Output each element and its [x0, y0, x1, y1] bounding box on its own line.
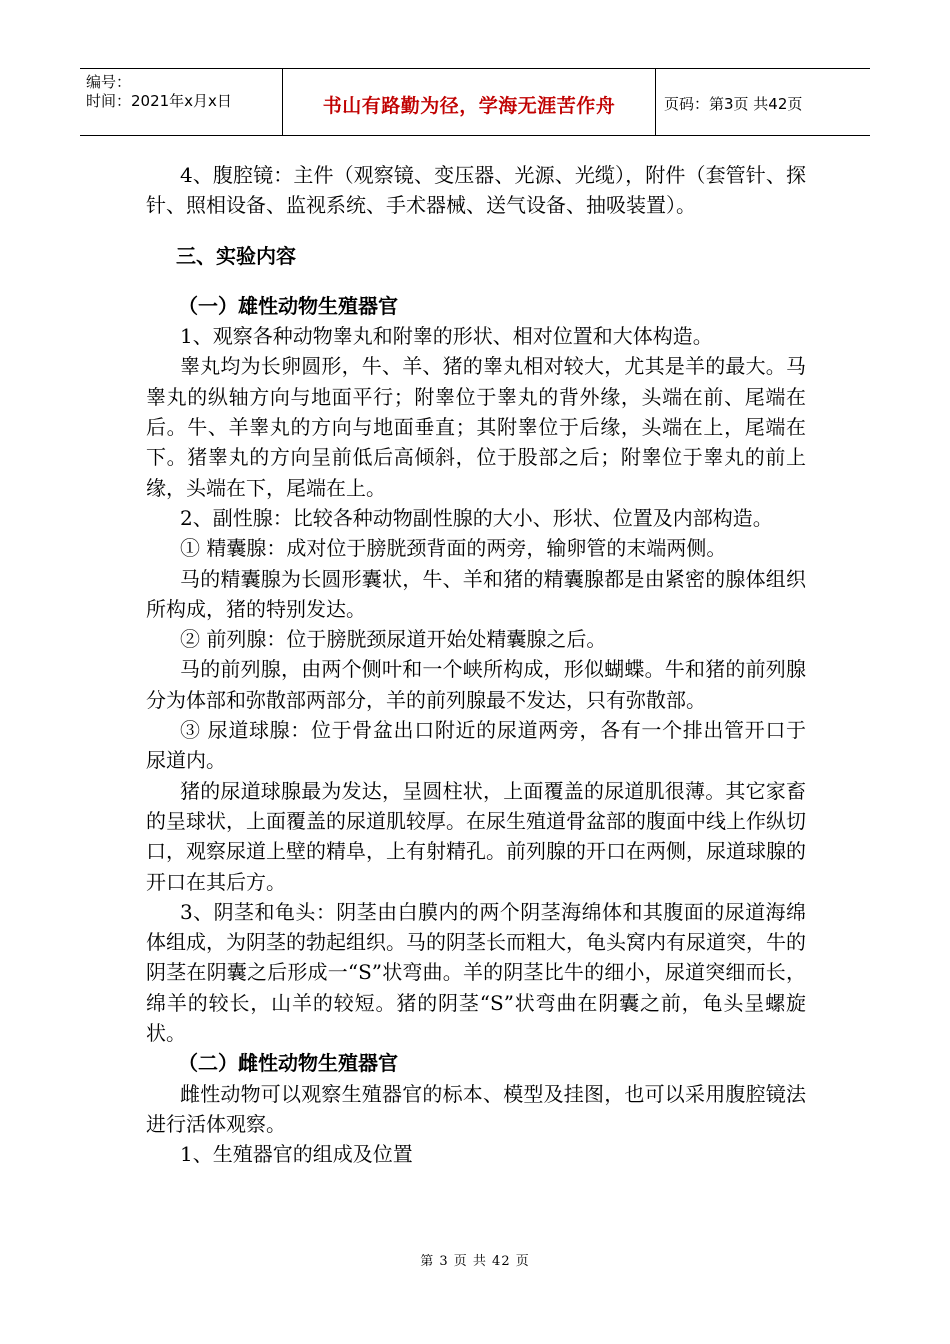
subsection-heading-male: （一）雄性动物生殖器官 — [178, 293, 398, 318]
subsection-heading-female: （二）雌性动物生殖器官 — [178, 1051, 398, 1076]
paragraph: 3、阴茎和龟头：阴茎由白膜内的两个阴茎海绵体和其腹面的尿道海绵体组成，为阴茎的勃起组织。马的阴茎长而粗大，龟头窝内有尿道突，牛的阴茎在阴囊之后形成一“S”状弯曲。羊的阴茎比牛的细小，尿道突细而长，绵羊的较长，山羊的较短。猪的阴茎“S”状弯曲在阴囊之前，龟头呈螺旋状。 — [146, 899, 806, 1046]
paragraph: 猪的尿道球腺最为发达，呈圆柱状，上面覆盖的尿道肌很薄。其它家畜的呈球状，上面覆盖的尿道肌较厚。在尿生殖道骨盆部的腹面中线上作纵切口，观察尿道上壁的精阜，上有射精孔。前列腺的开口在两侧，尿道球腺的开口在其后方。 — [146, 778, 806, 894]
paragraph: 1、观察各种动物睾丸和附睾的形状、相对位置和大体构造。 — [180, 324, 713, 349]
paragraph: ① 精囊腺：成对位于膀胱颈背面的两旁，输卵管的末端两侧。 — [180, 536, 727, 561]
paragraph: 马的前列腺，由两个侧叶和一个峡所构成，形似蝴蝶。牛和猪的前列腺分为体部和弥散部两部分，羊的前列腺最不发达，只有弥散部。 — [146, 657, 806, 712]
document-body — [146, 160, 806, 1170]
paragraph: 1、生殖器官的组成及位置 — [180, 1142, 413, 1167]
paragraph: ② 前列腺：位于膀胱颈尿道开始处精囊腺之后。 — [180, 627, 607, 652]
header-page-info: 页码：第3页 共42页 — [664, 94, 803, 113]
header-motto: 书山有路勤为径，学海无涯苦作舟 — [283, 69, 656, 135]
paragraph-laparoscope: 4、腹腔镜：主件（观察镜、变压器、光源、光缆），附件（套管针、探针、照相设备、监视系统、手术器械、送气设备、抽吸装置）。 — [146, 163, 806, 218]
page-footer: 第 3 页 共 42 页 — [420, 1254, 530, 1269]
paragraph: ③ 尿道球腺：位于骨盆出口附近的尿道两旁，各有一个排出管开口于尿道内。 — [146, 718, 806, 773]
time-label: 时间：2021年x月x日 — [86, 92, 232, 110]
paragraph: 雌性动物可以观察生殖器官的标本、模型及挂图，也可以采用腹腔镜法进行活体观察。 — [146, 1081, 806, 1136]
paragraph: 马的精囊腺为长圆形囊状，牛、羊和猪的精囊腺都是由紧密的腺体组织所构成，猪的特别发达。 — [146, 566, 806, 621]
paragraph: 2、副性腺：比较各种动物副性腺的大小、形状、位置及内部构造。 — [180, 505, 773, 530]
header-meta — [80, 69, 283, 135]
paragraph: 睾丸均为长卵圆形，牛、羊、猪的睾丸相对较大，尤其是羊的最大。马睾丸的纵轴方向与地面平行；附睾位于睾丸的背外缘，头端在前、尾端在后。牛、羊睾丸的方向与地面垂直；其附睾位于后缘，头端在上，尾端在下。猪睾丸的方向呈前低后高倾斜，位于股部之后；附睾位于睾丸的前上缘，头端在下，尾端在上。 — [146, 354, 806, 500]
section-heading-3: 三、实验内容 — [176, 243, 296, 268]
page-header — [80, 68, 870, 136]
code-label: 编号： — [86, 73, 132, 91]
